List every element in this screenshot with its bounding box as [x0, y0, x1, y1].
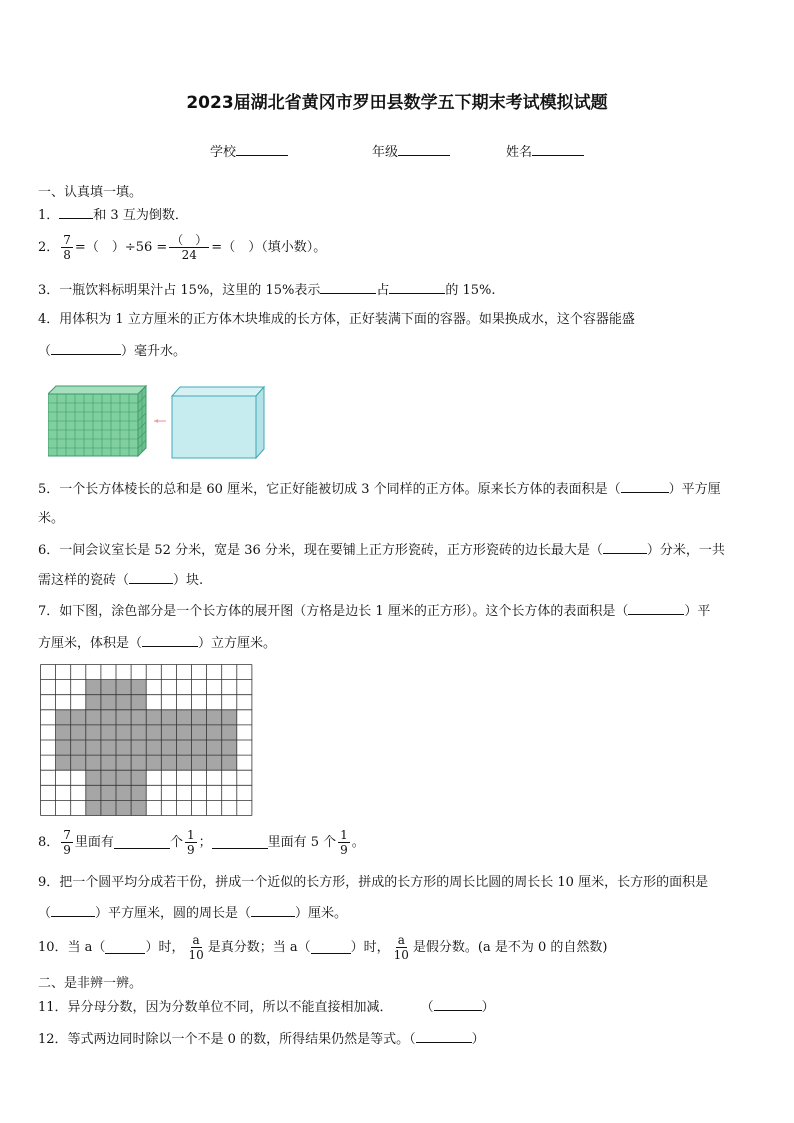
question-text: 把一个圆平均分成若干份，拼成一个近似的长方形，拼成的长方形的周长比圆的周长长 10 厘米，长方形的面积是	[59, 875, 709, 890]
fraction: $\frac{1}{9}$	[186, 828, 195, 857]
answer-blank[interactable]	[416, 1030, 472, 1043]
answer-blank[interactable]	[628, 602, 684, 615]
shaded-cell	[207, 755, 222, 770]
question-text: 。	[351, 834, 365, 850]
fraction: $\frac{a}{10}$	[393, 933, 409, 962]
answer-blank[interactable]	[621, 480, 669, 493]
shaded-cell	[222, 710, 237, 725]
shaded-cell	[222, 740, 237, 755]
shaded-cell	[161, 725, 176, 740]
shaded-cell	[86, 740, 101, 755]
shaded-cell	[101, 695, 116, 710]
shaded-cell	[176, 710, 191, 725]
question-text: 是假分数。(a 是不为 0 的自然数)	[412, 939, 608, 955]
shaded-cell	[56, 740, 71, 755]
answer-blank[interactable]	[389, 281, 445, 294]
square-grid	[41, 665, 252, 816]
shaded-cell	[131, 785, 146, 800]
question-text: 一间会议室长是 52 分米，宽是 36 分米，现在要铺上正方形瓷砖，正方形瓷砖的边长最大是（	[59, 543, 603, 558]
question-9-line-2	[38, 904, 347, 923]
answer-blank[interactable]	[603, 541, 647, 554]
shaded-cell	[101, 770, 116, 785]
cuboid-top-face	[48, 386, 146, 394]
question-7-line-2	[38, 634, 276, 653]
question-text: ）立方厘米。	[198, 636, 277, 651]
question-text: ）	[481, 1000, 495, 1015]
question-text: ）平	[684, 604, 711, 619]
school-label: 学校	[210, 145, 237, 160]
shaded-cell	[71, 725, 86, 740]
shaded-cell	[86, 680, 101, 695]
question-number: 12．	[38, 1032, 68, 1047]
shaded-cell	[86, 755, 101, 770]
question-9	[38, 874, 708, 892]
container-top-face	[172, 387, 264, 396]
question-text: 的 15%.	[445, 283, 496, 298]
question-number: 10．	[38, 939, 68, 955]
shaded-cell	[86, 800, 101, 815]
shaded-cell	[146, 755, 161, 770]
fraction: $\frac{7}{9}$	[63, 828, 71, 857]
shaded-cell	[131, 725, 146, 740]
question-text: =（ ）÷56 =	[74, 239, 168, 255]
shaded-cell	[101, 800, 116, 815]
shaded-cell	[207, 710, 222, 725]
shaded-cell	[131, 710, 146, 725]
question-4	[38, 311, 635, 329]
shaded-cell	[116, 740, 131, 755]
question-4-line-2	[38, 342, 186, 361]
shaded-cell	[71, 755, 86, 770]
fraction: $\frac{( )}{24}$	[171, 233, 208, 262]
question-text: 当 a（	[67, 939, 106, 955]
grade-blank[interactable]	[398, 143, 450, 156]
question-text: ）厘米。	[295, 906, 348, 921]
question-text: 如下图，涂色部分是一个长方体的展开图（方格是边长 1 厘米的正方形）。这个长方体的表面积是（	[59, 604, 629, 619]
fraction: $\frac{7}{8}$	[63, 233, 71, 262]
question-text: ）时，	[145, 939, 185, 955]
shaded-cell	[116, 755, 131, 770]
shaded-cell	[207, 725, 222, 740]
question-text: 里面有 5 个	[267, 834, 337, 850]
answer-blank[interactable]	[142, 634, 198, 647]
question-text: =（ ）（填小数）。	[211, 239, 327, 255]
question-10	[38, 933, 607, 962]
question-text: ）毫升水。	[121, 344, 187, 359]
question-text: 和 3 互为倒数．	[93, 208, 188, 223]
question-text: ）块.	[173, 573, 204, 588]
shaded-cell	[192, 725, 207, 740]
shaded-cell	[101, 785, 116, 800]
shaded-cell	[116, 680, 131, 695]
shaded-cell	[86, 710, 101, 725]
question-text: ）时，	[350, 939, 390, 955]
question-number: 5．	[38, 482, 60, 497]
shaded-cell	[71, 710, 86, 725]
question-number: 11．	[38, 1000, 68, 1015]
shaded-cell	[222, 755, 237, 770]
shaded-cell	[146, 740, 161, 755]
cube-stack-figure	[48, 384, 268, 460]
question-5	[38, 480, 721, 499]
question-text: ；	[198, 834, 212, 850]
answer-blank[interactable]	[129, 571, 173, 584]
question-number: 3．	[38, 283, 60, 298]
question-text: （	[38, 906, 52, 921]
shaded-cell	[161, 755, 176, 770]
question-number: 9．	[38, 875, 60, 890]
shaded-cell	[192, 710, 207, 725]
answer-blank[interactable]	[251, 904, 295, 917]
arrow-head-icon	[154, 419, 158, 423]
name-blank[interactable]	[532, 143, 584, 156]
question-1	[38, 206, 188, 225]
question-text: 一个长方体棱长的总和是 60 厘米，它正好能被切成 3 个同样的正方体。原来长方体的表面积是（	[59, 482, 621, 497]
question-text: 是真分数；当 a（	[207, 939, 311, 955]
fraction: $\frac{1}{9}$	[340, 828, 348, 857]
question-text: （	[38, 344, 52, 359]
question-7	[38, 602, 710, 621]
question-2	[38, 233, 326, 262]
shaded-cell	[192, 755, 207, 770]
question-text: ）平方厘米，圆的周长是（	[95, 906, 252, 921]
question-text: 异分母分数，因为分数单位不同，所以不能直接相加减．	[67, 1000, 393, 1015]
question-text: ）平方厘	[668, 482, 721, 497]
shaded-cell	[86, 725, 101, 740]
question-text: 等式两边同时除以一个不是 0 的数，所得结果仍然是等式。（	[67, 1032, 416, 1047]
question-12	[38, 1030, 485, 1049]
shaded-cell	[176, 725, 191, 740]
shaded-cell	[101, 680, 116, 695]
name-field	[506, 141, 584, 160]
shaded-cell	[116, 710, 131, 725]
cuboid-net-grid-figure	[40, 664, 254, 818]
shaded-cell	[101, 740, 116, 755]
shaded-cell	[146, 725, 161, 740]
answer-blank[interactable]	[320, 281, 376, 294]
shaded-cell	[131, 755, 146, 770]
shaded-cell	[56, 725, 71, 740]
grade-label: 年级	[372, 145, 399, 160]
page-title: 2023届湖北省黄冈市罗田县数学五下期末考试模拟试题	[186, 93, 608, 113]
school-field	[210, 141, 288, 160]
shaded-cell	[146, 710, 161, 725]
shaded-cell	[176, 740, 191, 755]
fraction: $\frac{a}{10}$	[188, 933, 204, 962]
question-text: ）分米，一共	[646, 543, 725, 558]
shaded-cell	[71, 740, 86, 755]
shaded-cell	[207, 740, 222, 755]
question-6	[38, 541, 725, 560]
shaded-cell	[86, 770, 101, 785]
answer-blank[interactable]	[311, 941, 351, 954]
question-number: 7．	[38, 604, 60, 619]
shaded-cell	[116, 800, 131, 815]
question-text: 一瓶饮料标明果汁占 15%，这里的 15%表示	[59, 283, 321, 298]
shaded-cell	[176, 755, 191, 770]
shaded-cell	[131, 740, 146, 755]
question-text: 占	[376, 283, 390, 298]
question-number: 6．	[38, 543, 60, 558]
question-text: 用体积为 1 立方厘米的正方体木块堆成的长方体，正好装满下面的容器。如果换成水，这个容器能盛	[59, 312, 635, 327]
shaded-cell	[101, 710, 116, 725]
container-front-face	[172, 396, 256, 458]
question-number: 4．	[38, 312, 60, 327]
shaded-cell	[192, 740, 207, 755]
question-text: 需这样的瓷砖（	[38, 573, 130, 588]
question-text: 方厘米，体积是（	[38, 636, 143, 651]
answer-blank[interactable]	[105, 941, 145, 954]
name-label: 姓名	[506, 145, 533, 160]
answer-blank[interactable]	[59, 206, 93, 219]
shaded-cell	[222, 725, 237, 740]
answer-blank[interactable]	[114, 836, 170, 849]
shaded-cell	[56, 755, 71, 770]
shaded-cell	[131, 695, 146, 710]
question-5-line-2: 米。	[38, 511, 65, 526]
shaded-cell	[116, 785, 131, 800]
shaded-cell	[131, 680, 146, 695]
shaded-cell	[86, 695, 101, 710]
shaded-cell	[101, 725, 116, 740]
shaded-cell	[161, 740, 176, 755]
question-text: ）	[471, 1032, 485, 1047]
section-2-heading: 二、是非辨一辨。	[38, 976, 143, 991]
shaded-cell	[131, 800, 146, 815]
shaded-cell	[131, 770, 146, 785]
grade-field	[372, 141, 450, 160]
question-8	[38, 828, 365, 857]
shaded-cell	[86, 785, 101, 800]
shaded-cell	[101, 755, 116, 770]
shaded-cell	[116, 695, 131, 710]
question-3	[38, 281, 496, 300]
question-number: 1．	[38, 208, 60, 223]
shaded-cell	[56, 710, 71, 725]
shaded-cell	[116, 725, 131, 740]
container-side-face	[256, 387, 264, 458]
school-blank[interactable]	[236, 143, 288, 156]
question-text: （	[420, 1000, 434, 1015]
question-11	[38, 998, 495, 1017]
question-text: 里面有	[74, 834, 114, 850]
question-number: 2．	[38, 239, 60, 255]
shaded-cell	[161, 710, 176, 725]
answer-blank[interactable]	[212, 836, 268, 849]
answer-blank[interactable]	[51, 904, 95, 917]
answer-blank[interactable]	[434, 998, 482, 1011]
question-6-line-2	[38, 571, 203, 590]
question-number: 8．	[38, 834, 60, 850]
section-1-heading: 一、认真填一填。	[38, 185, 143, 200]
shaded-cell	[116, 770, 131, 785]
answer-blank[interactable]	[51, 342, 121, 355]
question-text: 个	[169, 834, 183, 850]
